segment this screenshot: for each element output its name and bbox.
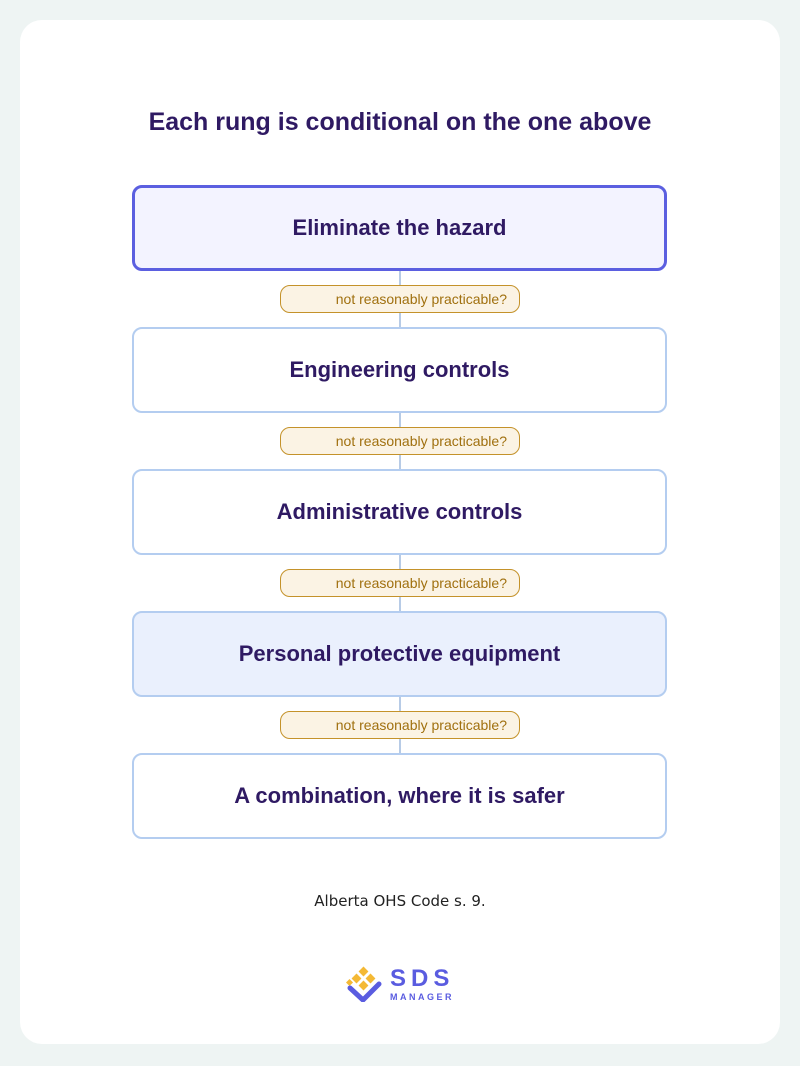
logo-wordmark: SDS xyxy=(390,964,455,992)
sds-manager-logo xyxy=(346,966,454,1002)
diamond-check-icon xyxy=(346,966,382,1002)
condition-pill: not reasonably practicable? xyxy=(280,285,520,313)
condition-pill: not reasonably practicable? xyxy=(280,569,520,597)
rung-administrative: Administrative controls xyxy=(132,469,667,555)
rung-eliminate: Eliminate the hazard xyxy=(132,185,667,271)
diagram-title: Each rung is conditional on the one above xyxy=(148,108,652,136)
source-citation: Alberta OHS Code s. 9. xyxy=(314,892,486,910)
condition-pill: not reasonably practicable? xyxy=(280,427,520,455)
rung-engineering: Engineering controls xyxy=(132,327,667,413)
rung-ppe: Personal protective equipment xyxy=(132,611,667,697)
condition-pill: not reasonably practicable? xyxy=(280,711,520,739)
rung-combination: A combination, where it is safer xyxy=(132,753,667,839)
logo-subtitle: MANAGER xyxy=(390,991,454,1002)
